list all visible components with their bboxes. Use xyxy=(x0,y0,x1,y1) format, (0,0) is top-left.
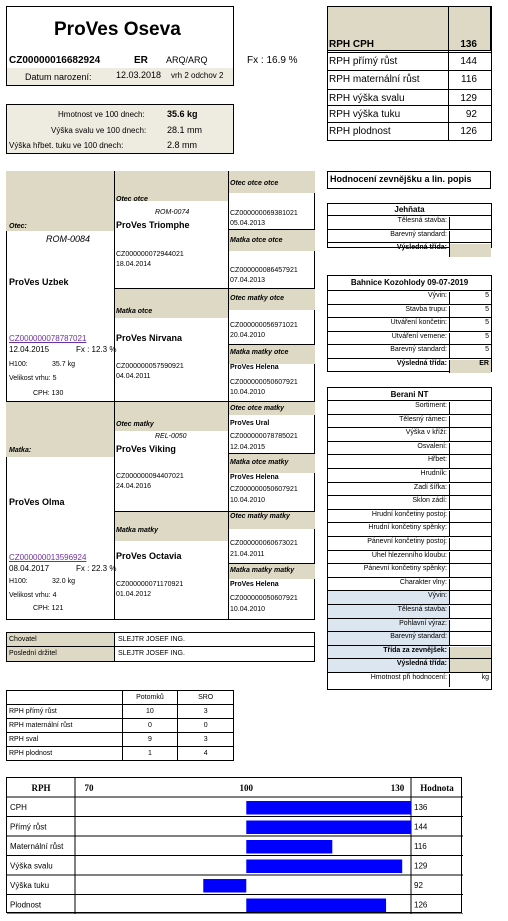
chart-value-header: Hodnota xyxy=(420,783,454,793)
dam-litter: Velikost vrhu: 4 xyxy=(9,592,57,599)
ss-role: Otec otce xyxy=(116,196,148,203)
animal-name: ProVes Oseva xyxy=(54,19,181,40)
eval-label: Barevný standard: xyxy=(390,346,447,354)
height-value: 28.1 mm xyxy=(167,125,203,135)
sss-date: 05.04.2013 xyxy=(230,220,266,227)
eval-label: Úhel hlezenního kloubu: xyxy=(371,551,447,559)
offspring-row xyxy=(7,747,234,761)
ss-code: ROM-0074 xyxy=(155,209,190,216)
ss-name: ProVes Triomphe xyxy=(116,220,190,230)
ewe-eval-row xyxy=(328,290,491,304)
offspring-cell: RPH přímý růst xyxy=(7,705,123,719)
inbreeding-coefficient: Fx : 16.9 % xyxy=(247,55,298,66)
lamb-eval-row xyxy=(328,215,491,229)
eval-label: Pohlavní výraz: xyxy=(399,619,447,627)
rph-row xyxy=(327,36,491,51)
ram-eval-row xyxy=(328,536,491,550)
dd-reg: CZ000000071170921 xyxy=(116,581,184,588)
eval-label: Výška v kříži: xyxy=(405,429,447,437)
chart-category-label: Výška tuku xyxy=(10,881,50,890)
offspring-table xyxy=(6,690,234,761)
eval-label: Pánevní končetiny spěnky: xyxy=(363,565,447,573)
ddd-date: 10.04.2010 xyxy=(230,606,266,613)
eval-label: Sklon zádí: xyxy=(412,497,447,505)
eval-label: Sortiment: xyxy=(415,402,447,409)
chart-value-label: 126 xyxy=(414,900,428,910)
eval-label: Vývin: xyxy=(427,292,447,299)
breeder-value: SLEJTR JOSEF ING. xyxy=(118,636,185,643)
dsd-date: 10.04.2010 xyxy=(230,497,266,504)
chart-tick-label: 100 xyxy=(239,783,254,793)
sd-role: Matka otce xyxy=(116,308,153,315)
eval-label: Třída za zevnějšek: xyxy=(383,646,447,654)
eval-label: Charakter vlny: xyxy=(399,578,447,586)
rph-row xyxy=(327,122,491,139)
offspring-header xyxy=(7,691,123,705)
ram-eval-row xyxy=(328,658,491,672)
ssd-role: Matka otce otce xyxy=(230,237,283,244)
chart-value-label: 136 xyxy=(414,803,428,812)
offspring-cell: 1 xyxy=(122,747,178,761)
sire-h100: 35.7 kg xyxy=(52,361,75,368)
eval-label: Hmotnost při hodnocení: xyxy=(370,674,447,681)
fat-label: Výška hřbet. tuku ve 100 dnech: xyxy=(9,141,124,150)
sd-name: ProVes Nirvana xyxy=(116,333,183,343)
ssd-reg: CZ000000086457921 xyxy=(230,267,298,274)
offspring-cell: 3 xyxy=(178,733,234,747)
offspring-cell: 0 xyxy=(178,719,234,733)
ddd-role: Matka matky matky xyxy=(230,567,295,574)
ram-eval-row xyxy=(328,454,491,468)
sire-code: ROM-0084 xyxy=(46,234,91,244)
dss-name: ProVes Ural xyxy=(230,420,270,427)
ds-reg: CZ000000094407021 xyxy=(116,473,184,480)
breed: ER xyxy=(134,55,148,66)
sds-date: 20.04.2010 xyxy=(230,332,266,339)
ewe-eval-row xyxy=(328,317,491,331)
rph-label: RPH maternální růst xyxy=(329,74,420,85)
eval-value: 5 xyxy=(449,292,491,305)
sire-reg[interactable]: CZ000000078787021 xyxy=(9,334,87,343)
rph-value: 126 xyxy=(460,126,477,137)
genotype: ARQ/ARQ xyxy=(166,55,208,65)
eval-label: Výsledná třída: xyxy=(396,360,447,367)
sire-fx: Fx : 12.3 % xyxy=(76,345,117,354)
eval-label: Osvalení: xyxy=(417,442,447,450)
rph-value: 116 xyxy=(461,74,477,85)
dob-value: 12.03.2018 xyxy=(116,70,162,80)
dsd-name: ProVes Helena xyxy=(230,474,279,481)
lamb-section xyxy=(327,203,492,252)
rph-label: RPH výška svalu xyxy=(329,93,405,104)
eval-value xyxy=(449,244,491,257)
eval-label: Tělesný rámec: xyxy=(399,415,447,423)
sire-litter: Velikost vrhu: 5 xyxy=(9,375,57,382)
eval-label: Výsledná třída: xyxy=(396,660,447,668)
sire-date: 12.04.2015 xyxy=(9,345,50,354)
offspring-row xyxy=(7,719,234,733)
ram-eval-row xyxy=(328,672,491,686)
registration-number: CZ00000016682924 xyxy=(9,55,101,66)
eval-title: Hodnocení zevnějšku a lin. popis xyxy=(330,174,472,184)
ram-eval-row xyxy=(328,468,491,482)
chart-bar xyxy=(246,860,402,874)
ewe-eval-row xyxy=(328,331,491,345)
rph-chart xyxy=(6,777,462,913)
chart-tick-label: 130 xyxy=(390,783,405,793)
ram-eval-row xyxy=(328,400,491,414)
offspring-header: Potomků xyxy=(122,691,178,705)
ram-eval-row xyxy=(328,495,491,509)
chart-bar xyxy=(246,840,332,854)
ss-date: 18.04.2014 xyxy=(116,261,152,268)
chart-value-label: 92 xyxy=(414,881,423,890)
dss-role: Otec otce matky xyxy=(230,405,285,412)
eval-label: Hrudník: xyxy=(420,470,447,477)
offspring-cell: RPH sval xyxy=(7,733,123,747)
ewe-eval-row xyxy=(328,358,491,372)
dd-role: Matka matky xyxy=(116,527,159,534)
offspring-cell: 9 xyxy=(122,733,178,747)
dss-date: 12.04.2015 xyxy=(230,444,266,451)
dam-role: Matka: xyxy=(9,447,32,454)
sss-role: Otec otce otce xyxy=(230,180,279,187)
offspring-cell: 10 xyxy=(122,705,178,719)
chart-category-label: CPH xyxy=(10,803,27,812)
breeder-label: Chovatel xyxy=(9,636,37,643)
sire-cph: CPH: 130 xyxy=(33,390,64,397)
eval-value: 5 xyxy=(449,333,491,346)
rph-row xyxy=(327,52,491,69)
chart-value-label: 144 xyxy=(414,822,428,832)
ram-eval-row xyxy=(328,577,491,591)
offspring-cell: 3 xyxy=(178,705,234,719)
dam-h100: 32.0 kg xyxy=(52,578,75,585)
chart-value-label: 116 xyxy=(414,842,427,851)
chart-bar xyxy=(203,879,246,893)
eval-label: Pánevní končetiny postoj: xyxy=(367,538,447,545)
dam-name: ProVes Olma xyxy=(9,497,65,507)
eval-value: ER xyxy=(449,360,491,373)
ddd-name: ProVes Helena xyxy=(230,581,279,588)
sd-date: 04.04.2011 xyxy=(116,373,151,380)
sire-name: ProVes Uzbek xyxy=(9,277,69,287)
eval-label: Výsledná třída: xyxy=(396,244,447,252)
dss-reg: CZ000000078785021 xyxy=(230,433,298,440)
offspring-cell: RPH maternální růst xyxy=(7,719,123,733)
ram-eval-row xyxy=(328,482,491,496)
chart-category-label: Výška svalu xyxy=(10,861,53,871)
offspring-row xyxy=(7,733,234,747)
dds-reg: CZ000000060673021 xyxy=(230,540,298,547)
height-label: Výška svalu ve 100 dnech: xyxy=(51,126,147,135)
ram-title: Berani NT xyxy=(390,390,429,399)
ram-eval-row xyxy=(328,441,491,455)
eval-value: kg xyxy=(449,674,491,687)
eval-label: Hřbet: xyxy=(427,456,447,464)
ram-section xyxy=(327,387,492,690)
sire-h100-label: H100: xyxy=(9,361,28,368)
eval-label: Utváření vemene: xyxy=(391,332,447,340)
sds-role: Otec matky otce xyxy=(230,295,285,302)
ewe-title: Bahnice Kozohlody 09-07-2019 xyxy=(350,278,469,287)
eval-value: 5 xyxy=(449,306,491,319)
rph-value: 92 xyxy=(465,109,477,120)
ram-eval-row xyxy=(328,509,491,523)
rph-value: 136 xyxy=(460,39,477,50)
eval-label: Hrudní končetiny postoj: xyxy=(371,510,447,518)
sdd-role: Matka matky otce xyxy=(230,349,289,356)
chart-bar xyxy=(246,821,411,835)
dsd-role: Matka otce matky xyxy=(230,459,289,466)
eval-label: Vývin: xyxy=(427,592,447,600)
dd-date: 01.04.2012 xyxy=(116,591,152,598)
ram-eval-row xyxy=(328,427,491,441)
dam-h100-label: H100: xyxy=(9,578,28,585)
lamb-title: Jehňata xyxy=(394,205,425,214)
ram-eval-row xyxy=(328,631,491,645)
holder-value: SLEJTR JOSEF ING. xyxy=(118,650,185,657)
sd-reg: CZ000000057590921 xyxy=(116,363,184,370)
sss-reg: CZ000000069381021 xyxy=(230,210,298,217)
eval-label: Hrudní končetiny spěnky: xyxy=(368,524,447,532)
eval-label: Barevný standard: xyxy=(390,230,447,238)
chart-tick-label: 70 xyxy=(84,783,94,793)
chart-category-label: Maternální růst xyxy=(10,842,64,851)
ddd-reg: CZ000000050607921 xyxy=(230,595,298,602)
chart-value-label: 129 xyxy=(414,861,428,871)
eval-label: Tělesná stavba: xyxy=(397,606,447,613)
rph-value: 129 xyxy=(460,93,477,104)
chart-header-label: RPH xyxy=(31,783,51,793)
sdd-name: ProVes Helena xyxy=(230,364,279,371)
dam-date: 08.04.2017 xyxy=(9,564,50,573)
ram-eval-row xyxy=(328,618,491,632)
weight-label: Hmotnost ve 100 dnech: xyxy=(58,110,145,119)
rph-label: RPH CPH xyxy=(329,39,375,50)
chart-category-label: Přímý růst xyxy=(10,822,47,832)
offspring-cell: 0 xyxy=(122,719,178,733)
ram-eval-row xyxy=(328,563,491,577)
chart-bar xyxy=(246,801,411,815)
dam-cph: CPH: 121 xyxy=(33,605,64,612)
eval-label: Barevný standard: xyxy=(390,633,447,641)
dam-fx: Fx : 22.3 % xyxy=(76,564,117,573)
ewe-eval-row xyxy=(328,344,491,358)
ds-name: ProVes Viking xyxy=(116,444,176,454)
eval-value: 5 xyxy=(449,346,491,359)
eval-label: Tělesná stavba: xyxy=(397,217,447,224)
dds-date: 21.04.2011 xyxy=(230,551,265,558)
rph-row xyxy=(327,89,491,106)
ram-eval-row xyxy=(328,590,491,604)
rph-label: RPH přímý růst xyxy=(329,56,398,67)
offspring-header: SRO xyxy=(178,691,234,705)
dob-label: Datum narození: xyxy=(25,72,92,82)
rph-value: 144 xyxy=(460,56,477,67)
offspring-cell: 4 xyxy=(178,747,234,761)
ss-reg: CZ000000072944021 xyxy=(116,251,184,258)
eval-value: 5 xyxy=(449,319,491,332)
offspring-cell: RPH plodnost xyxy=(7,747,123,761)
fat-value: 2.8 mm xyxy=(167,140,198,150)
holder-label: Poslední držitel xyxy=(9,650,57,657)
chart-category-label: Plodnost xyxy=(10,900,42,910)
ewe-eval-row xyxy=(328,304,491,318)
chart-bar xyxy=(246,899,386,913)
ssd-date: 07.04.2013 xyxy=(230,277,266,284)
eval-label: Zadí šířka: xyxy=(413,483,447,491)
rph-chart-svg xyxy=(7,778,463,914)
rph-label: RPH výška tuku xyxy=(329,109,401,120)
dam-reg[interactable]: CZ000000013596924 xyxy=(9,553,87,562)
ds-code: REL-0050 xyxy=(155,433,187,440)
eval-label: Stavba trupu: xyxy=(405,305,447,313)
dsd-reg: CZ000000050607921 xyxy=(230,486,298,493)
weight-value: 35.6 kg xyxy=(167,109,198,119)
offspring-row xyxy=(7,705,234,719)
ram-eval-row xyxy=(328,522,491,536)
eval-label: Utváření končetin: xyxy=(390,319,447,327)
lamb-eval-row xyxy=(328,229,491,243)
sdd-reg: CZ000000050607921 xyxy=(230,379,298,386)
rph-row xyxy=(327,105,491,122)
dd-name: ProVes Octavia xyxy=(116,551,182,561)
ds-date: 24.04.2016 xyxy=(116,483,152,490)
ram-eval-row xyxy=(328,414,491,428)
ram-eval-row xyxy=(328,604,491,618)
sire-role: Otec: xyxy=(9,223,27,230)
sds-reg: CZ000000056971021 xyxy=(230,322,298,329)
dds-role: Otec matky matky xyxy=(230,513,290,520)
ram-eval-row xyxy=(328,550,491,564)
rph-label: RPH plodnost xyxy=(329,126,391,137)
ds-role: Otec matky xyxy=(116,421,154,428)
litter-info: vrh 2 odchov 2 xyxy=(171,71,224,80)
rph-row xyxy=(327,70,491,87)
ewe-section xyxy=(327,275,492,372)
lamb-eval-row xyxy=(328,242,491,256)
sdd-date: 10.04.2010 xyxy=(230,389,266,396)
ram-eval-row xyxy=(328,645,491,659)
